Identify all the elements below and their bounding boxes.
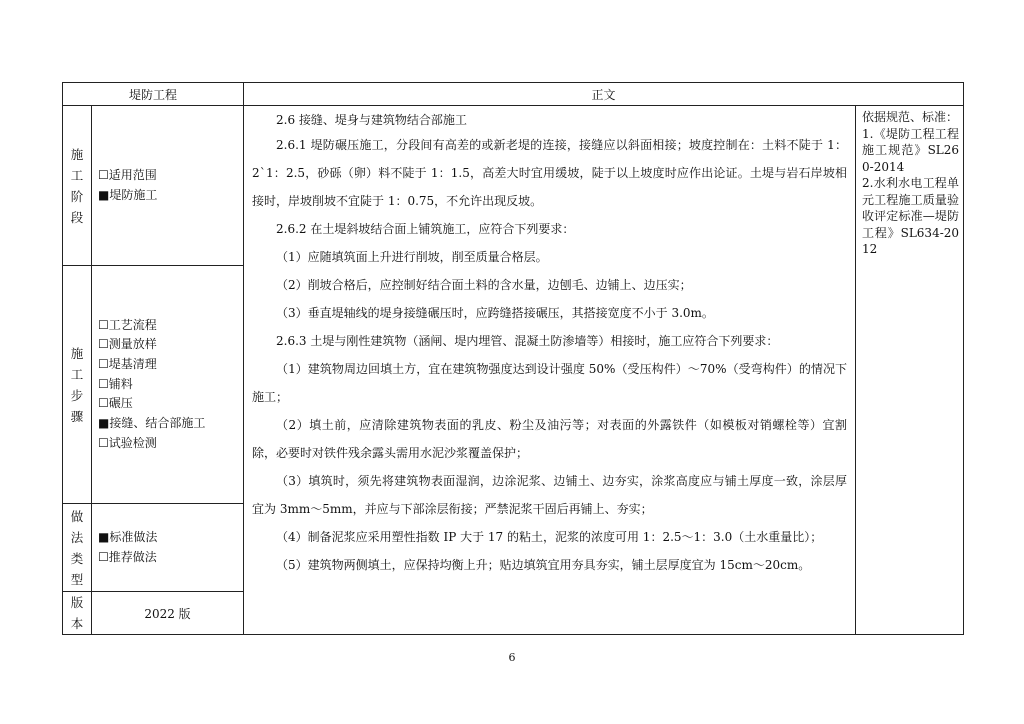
- method-options: [92, 504, 244, 592]
- section-title: 2.6 接缝、堤身与建筑物结合部施工: [276, 113, 467, 127]
- paragraph-2-6-2: 2.6.2 在土堤斜坡结合面上铺筑施工，应符合下列要求：: [276, 222, 575, 236]
- method-label: 做法类型: [70, 508, 84, 587]
- method-option-standard: ■标准做法: [98, 529, 158, 544]
- reference-item: 2.水利水电工程单元工程施工质量验收评定标准—堤防工程》SL634-2012: [862, 176, 960, 256]
- steps-option-survey: ☐测量放样: [98, 337, 157, 352]
- stage-option-levee: ■堤防施工: [98, 187, 158, 202]
- list-item: （4）制备泥浆应采用塑性指数 IP 大于 17 的粘土，泥浆的浓度可用 1：2.5～1：3.0（土水重量比）；: [276, 530, 823, 544]
- steps-option-compaction: ☐碾压: [98, 396, 133, 411]
- list-item: （5）建筑物两侧填土，应保持均衡上升；贴边填筑宜用夯具夯实，铺土层厚度宜为 15cm～20cm。: [276, 558, 811, 572]
- stage-options: [92, 106, 244, 266]
- steps-options: [92, 266, 244, 504]
- paragraph-2-6-3: 2.6.3 土堤与刚性建筑物（涵闸、堤内埋管、混凝土防渗墙等）相接时，施工应符合下列要求：: [276, 334, 779, 348]
- spec-table: [62, 82, 964, 635]
- steps-option-process: ☐工艺流程: [98, 317, 157, 332]
- steps-label-cell: [63, 266, 92, 504]
- references-title: 依据规范、标准：: [862, 110, 959, 124]
- steps-label: 施工步骤: [70, 345, 84, 424]
- steps-option-foundation: ☐堤基清理: [98, 356, 157, 371]
- page-number: 6: [508, 651, 516, 664]
- paragraph-2-6-1: 2.6.1 堤防碾压施工，分段间有高差的或新老堤的连接，接缝应以斜面相接；坡度控制在：土料不陡于 1：2ˋ1：2.5，砂砾（卵）料不陡于 1：1.5，高差大时宜用缓坡，陡于以上坡度时应作出论证。土堤与岩石岸坡相接时，岸坡削坡不宜陡于 1：0.75，不允许出现反坡。: [252, 138, 848, 208]
- references-cell: [856, 106, 964, 635]
- reference-item: 1.《堤防工程工程施工规范》SL260-2014: [862, 126, 960, 174]
- stage-label-cell: [63, 106, 92, 266]
- list-item: （3）填筑时，须先将建筑物表面湿润，边涂泥浆、边铺土、边夯实，涂浆高度应与铺土厚度一致，涂层厚宜为 3mm～5mm，并应与下部涂层衔接；严禁泥浆干固后再铺上、夯实；: [252, 474, 848, 516]
- list-item: （3）垂直堤轴线的堤身接缝碾压时，应跨缝搭接碾压，其搭接宽度不小于 3.0m。: [276, 306, 714, 320]
- header-project: 堤防工程: [63, 83, 244, 106]
- steps-option-joint: ■接缝、结合部施工: [98, 416, 206, 431]
- list-item: （1）应随填筑面上升进行削坡，削至质量合格层。: [276, 250, 548, 264]
- list-item: （2）削坡合格后，应控制好结合面土料的含水量，边刨毛、边铺上、边压实；: [276, 278, 692, 292]
- version-value: 2022 版: [92, 592, 244, 635]
- header-main-text: 正文: [244, 83, 964, 106]
- version-label: 版本: [70, 595, 84, 631]
- stage-option-scope: ☐适用范围: [98, 167, 157, 182]
- steps-option-testing: ☐试验检测: [98, 435, 157, 450]
- steps-option-spreading: ☐铺料: [98, 376, 133, 391]
- version-label-cell: [63, 592, 92, 635]
- method-option-recommended: ☐推荐做法: [98, 549, 157, 564]
- list-item: （2）填土前，应清除建筑物表面的乳皮、粉尘及油污等；对表面的外露铁件（如模板对销螺栓等）宜割除，必要时对铁件残余露头需用水泥沙浆覆盖保护；: [252, 418, 848, 460]
- main-text-cell: [244, 106, 856, 635]
- stage-label: 施工阶段: [70, 146, 84, 225]
- method-label-cell: [63, 504, 92, 592]
- list-item: （1）建筑物周边回填土方，宜在建筑物强度达到设计强度 50%（受压构件）～70%（受弯构件）的情况下施工；: [252, 362, 848, 404]
